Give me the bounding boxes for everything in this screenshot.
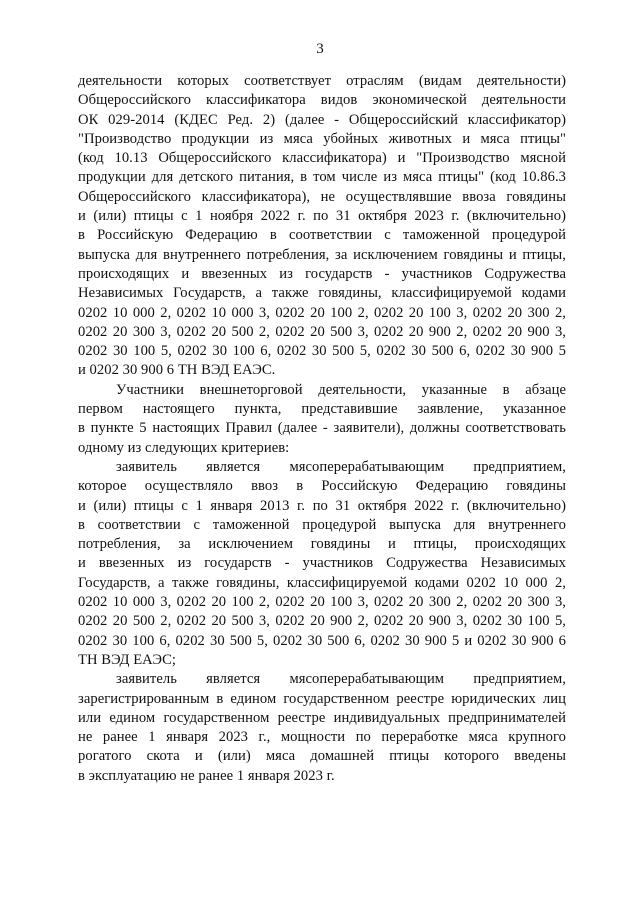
text-line: "Производство продукции из мяса убойных животных и мяса птицы" [78, 130, 566, 147]
text-line: не ранее 1 января 2023 г., мощности по переработке мяса крупного [78, 729, 566, 746]
text-line: в пункте 5 настоящих Правил (далее - заявители), должны соответствовать [78, 420, 566, 437]
text-line: в эксплуатацию не ранее 1 января 2023 г. [78, 767, 335, 784]
text-line: выпуска для внутреннего потребления, за исключением говядины и птицы, [78, 246, 566, 263]
text-line: потребления, за исключением говядины и птицы, происходящих [78, 536, 566, 553]
text-line: происходящих и ввезенных из государств - участников Содружества [78, 265, 566, 282]
text-line: 0202 10 000 3, 0202 20 100 2, 0202 20 100 3, 0202 20 300 2, 0202 20 300 3, [78, 594, 566, 611]
text-line: первом настоящего пункта, представившие заявление, указанное [78, 401, 566, 418]
text-line: Независимых Государств, а также говядины, классифицируемой кодами [78, 285, 566, 302]
text-line: заявитель является мясоперерабатывающим предприятием, [116, 671, 566, 688]
text-line: и ввезенных из государств - участников Содружества Независимых [78, 555, 566, 572]
text-line: (код 10.13 Общероссийского классификатора) и "Производство мясной [78, 150, 566, 167]
text-line: в соответствии с таможенной процедурой выпуска для внутреннего [78, 516, 566, 533]
paragraph [78, 458, 566, 670]
paragraph [78, 381, 566, 458]
text-line: ОК 029-2014 (КДЕС Ред. 2) (далее - Общероссийский классификатор) [78, 111, 566, 128]
text-line: 0202 10 000 2, 0202 10 000 3, 0202 20 100 2, 0202 20 100 3, 0202 20 300 2, [78, 304, 566, 321]
text-line: Общероссийского классификатора), не осуществлявшие ввоза говядины [78, 188, 566, 205]
text-line: рогатого скота и (или) мяса домашней птицы которого введены [78, 748, 566, 765]
text-line: 0202 30 100 6, 0202 30 500 5, 0202 30 500 6, 0202 30 900 5 и 0202 30 900 6 [78, 632, 566, 649]
text-line: 0202 20 300 3, 0202 20 500 2, 0202 20 500 3, 0202 20 900 2, 0202 20 900 3, [78, 323, 566, 340]
text-line: 0202 30 100 5, 0202 30 100 6, 0202 30 500 5, 0202 30 500 6, 0202 30 900 5 [78, 343, 566, 360]
document-body [78, 72, 566, 786]
text-line: или едином государственном реестре индивидуальных предпринимателей [78, 709, 566, 726]
paragraph [78, 670, 566, 786]
text-line: Общероссийского классификатора видов экономической деятельности [78, 92, 566, 109]
text-line: Участники внешнеторговой деятельности, указанные в абзаце [116, 381, 566, 398]
text-line: зарегистрированным в едином государственном реестре юридических лиц [78, 690, 566, 707]
text-line: одному из следующих критериев: [78, 439, 290, 456]
text-line: Государств, а также говядины, классифицируемой кодами 0202 10 000 2, [78, 574, 566, 591]
text-line: которое осуществляло ввоз в Российскую Федерацию говядины [78, 478, 566, 495]
text-line: и (или) птицы с 1 ноября 2022 г. по 31 октября 2023 г. (включительно) [78, 208, 566, 225]
text-line: продукции для детского питания, в том числе из мяса птицы" (код 10.86.3 [78, 169, 566, 186]
text-line: и 0202 30 900 6 ТН ВЭД ЕАЭС. [78, 362, 276, 379]
text-line: в Российскую Федерацию в соответствии с таможенной процедурой [78, 227, 566, 244]
text-line: заявитель является мясоперерабатывающим предприятием, [116, 458, 566, 475]
text-line: ТН ВЭД ЕАЭС; [78, 651, 176, 668]
page-number: 3 [316, 41, 324, 57]
text-line: 0202 20 500 2, 0202 20 500 3, 0202 20 900 2, 0202 20 900 3, 0202 30 100 5, [78, 613, 566, 630]
paragraph [78, 72, 566, 381]
text-line: деятельности которых соответствует отраслям (видам деятельности) [78, 73, 566, 89]
text-line: и (или) птицы с 1 января 2013 г. по 31 октября 2022 г. (включительно) [78, 497, 566, 514]
